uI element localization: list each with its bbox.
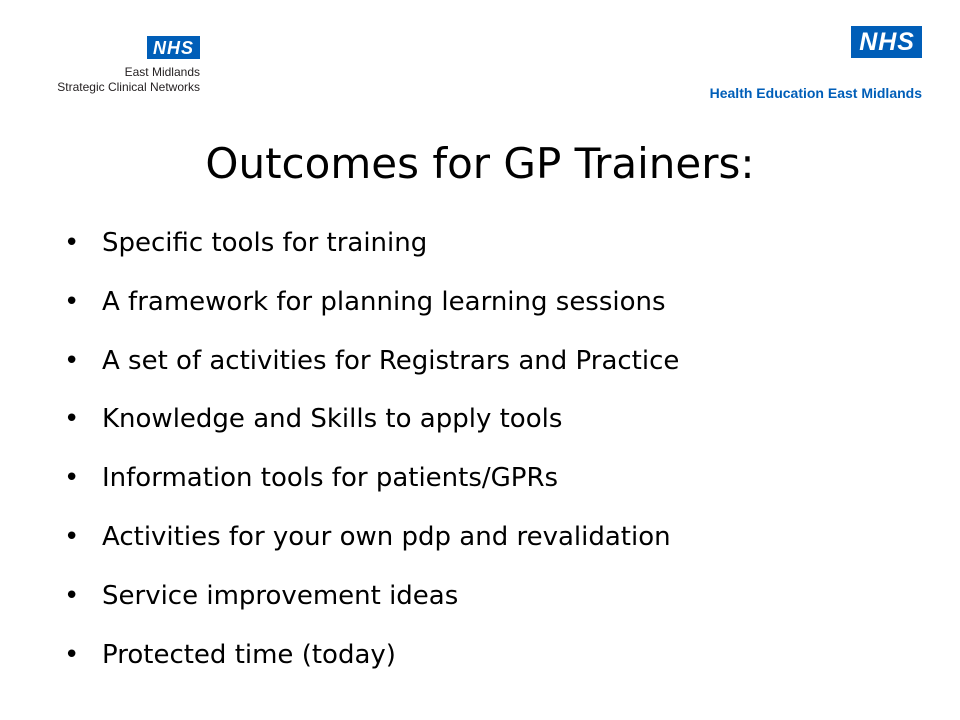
bullet-text: Information tools for patients/GPRs [102, 463, 559, 494]
health-education-em-logo [662, 26, 922, 100]
bullet-icon: • [64, 521, 80, 552]
east-midlands-scn-logo [22, 36, 200, 94]
bullet-text: Activities for your own pdp and revalidation [102, 521, 671, 552]
bullet-text: Protected time (today) [102, 639, 396, 670]
bullet-item [64, 220, 679, 279]
bullet-item [64, 632, 679, 691]
bullet-icon: • [64, 228, 80, 258]
bullet-text: Service improvement ideas [102, 580, 459, 611]
bullet-icon: • [64, 286, 80, 317]
bullet-text: Specific tools for training [102, 228, 428, 258]
bullet-item [64, 514, 679, 573]
nhs-logo-right: NHS [851, 26, 922, 58]
bullet-icon: • [64, 639, 80, 670]
bullet-item [64, 279, 679, 338]
bullet-item [64, 396, 679, 455]
bullet-icon: • [64, 463, 80, 494]
bullet-text: Knowledge and Skills to apply tools [102, 404, 563, 435]
bullet-icon: • [64, 580, 80, 611]
bullet-text: A framework for planning learning sessions [102, 286, 666, 317]
bullet-icon: • [64, 404, 80, 435]
bullet-list [64, 220, 679, 690]
slide-title: Outcomes for GP Trainers: [205, 139, 755, 188]
bullet-item [64, 573, 679, 632]
logo-right-line1: Health Education East Midlands [709, 85, 922, 101]
logo-left-line1: East Midlands [124, 65, 200, 79]
bullet-text: A set of activities for Registrars and Practice [102, 345, 680, 376]
bullet-item [64, 455, 679, 514]
bullet-item [64, 338, 679, 397]
bullet-icon: • [64, 345, 80, 376]
logo-left-line2: Strategic Clinical Networks [57, 80, 200, 94]
nhs-logo-left: NHS [147, 36, 200, 59]
